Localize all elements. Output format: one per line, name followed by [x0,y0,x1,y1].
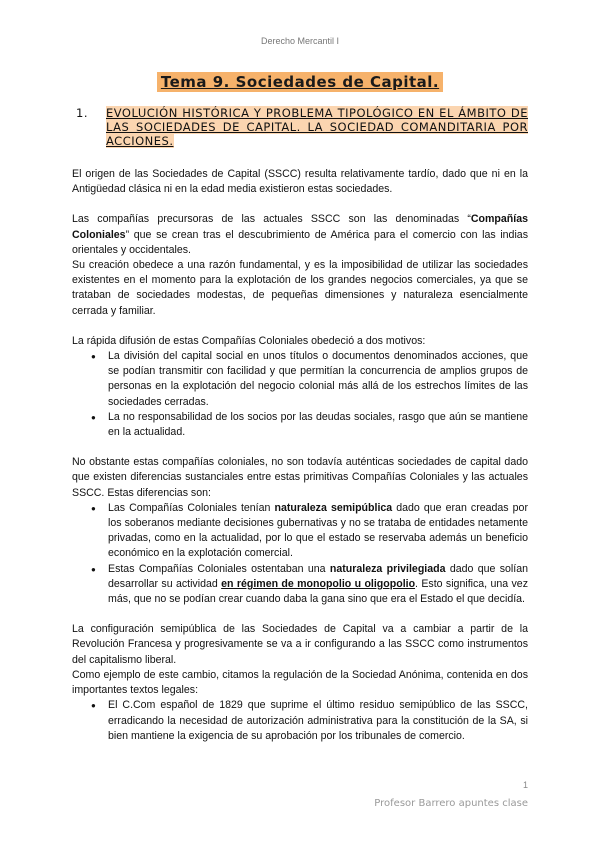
list-item: ● La división del capital social en unos títulos o documentos denominados acciones, que se podían transmitir con facilidad y que permitían la concurrencia de amplios grupos de personas en la explotación del negocio colonial más allá de los estrechos límites de las sociedades cerradas. [108,349,528,410]
bullet-list [72,698,528,744]
list-item: ● Estas Compañías Coloniales ostentaban una naturaleza privilegiada dado que solían desarrollar su actividad en régimen de monopolio u oligopolio. Esto significa, una vez más, que no se podían crear cuando daba la gana sino que era el Estado el que decidía. [108,562,528,608]
paragraph: No obstante estas compañías coloniales, no son todavía auténticas sociedades de capital dado que existen diferencias sustanciales entre estas primitivas Compañías Coloniales y las actuales SSCC. Estas diferencias son: [72,456,528,499]
section-heading [76,106,528,148]
paragraph: Las compañías precursoras de las actuales SSCC son las denominadas “Compañías Coloniales” que se crean tras el descubrimiento de América para el comercio con las indias orientales y occidentales. [72,213,528,256]
page-number: 1 [522,780,528,790]
paragraph: La rápida difusión de estas Compañías Coloniales obedeció a dos motivos: [72,334,426,347]
section-number: 1. [76,106,88,120]
bold-underlined-term: en régimen de monopolio u oligopolio [221,577,416,590]
chapter-title [0,72,600,92]
list-item: ● Las Compañías Coloniales tenían naturaleza semipública dado que eran creadas por los soberanos mediante decisiones gubernativas y no se trataba de entidades netamente privadas, como en la actualidad, por lo que el estado se reservaba además un beneficio económico en la explotación comercial. [108,501,528,562]
body-text [72,167,528,744]
running-footer: Profesor Barrero apuntes clase [374,798,528,809]
paragraph: El origen de las Sociedades de Capital (SSCC) resulta relativamente tardío, dado que ni en la Antigüedad clásica ni en la edad media existieron estas sociedades. [72,168,528,196]
running-header: Derecho Mercantil I [260,36,340,46]
bullet-list [72,349,528,440]
paragraph: Como ejemplo de este cambio, citamos la regulación de la Sociedad Anónima, contenida en dos importantes textos legales: [72,668,528,697]
chapter-title-text: Tema 9. Sociedades de Capital. [157,72,443,92]
list-item: ● El C.Com español de 1829 que suprime el último residuo semipúblico de las SSCC, erradicando la necesidad de autorización administrativa para la constitución de la SA, si bien mantiene la exigencia de su aprobación por los tribunales de comercio. [108,698,528,744]
list-item: ● La no responsabilidad de los socios por las deudas sociales, rasgo que aún se mantiene en la actualidad. [108,410,528,440]
bold-term: naturaleza privilegiada [329,562,446,575]
paragraph: Su creación obedece a una razón fundamental, y es la imposibilidad de utilizar las sociedades existentes en el momento para la explotación de los grandes negocios comerciales, ya que se trataban de sociedades modestas, de pequeñas dimensiones y naturaleza esencialmente cerrada y familiar. [72,259,528,317]
paragraph: La configuración semipública de las Sociedades de Capital va a cambiar a partir de la Revolución Francesa y progresivamente se va a ir configurando a las SSCC como instrumentos del capitalismo liberal. [72,623,528,666]
bullet-list [72,501,528,607]
bold-term: naturaleza semipública [274,501,393,514]
section-title: EVOLUCIÓN HISTÓRICA Y PROBLEMA TIPOLÓGICO EN EL ÁMBITO DE LAS SOCIEDADES DE CAPITAL. LA SOCIEDAD COMANDITARIA POR ACCIONES. [106,106,528,148]
bold-term: Compañías Coloniales [72,213,528,241]
